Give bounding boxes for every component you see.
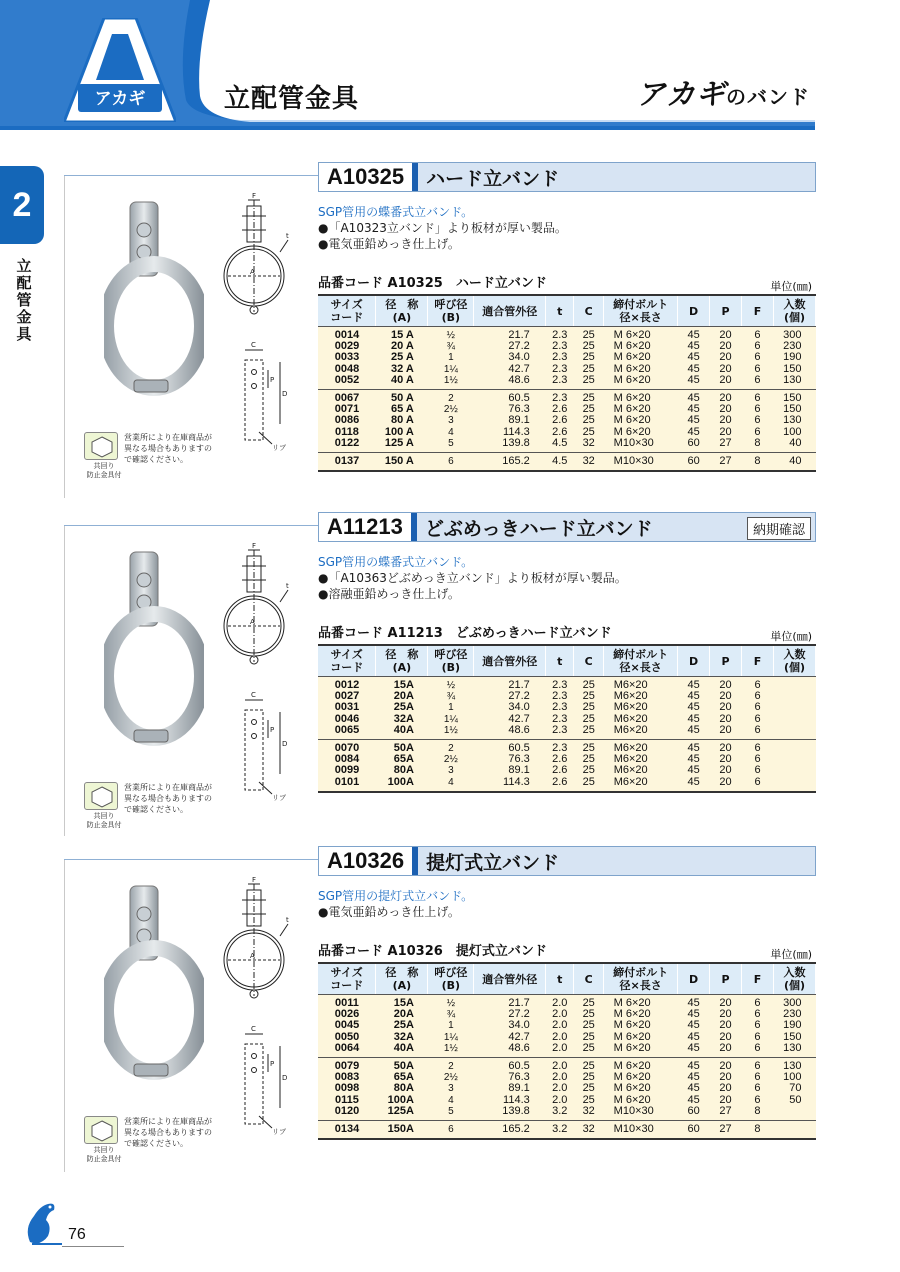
column-header: サイズ コード <box>318 295 376 327</box>
cell-p: 27 <box>710 453 742 472</box>
product-photo <box>104 880 204 1100</box>
column-header: 適合管外径 <box>474 963 546 995</box>
cell-qty <box>773 677 815 740</box>
cell-d: 45 45 45 45 <box>678 740 710 792</box>
cell-d: 45 45 45 45 60 <box>678 1058 710 1121</box>
cell-bolt: M 6×20 M 6×20 M 6×20 M 6×20 M10×30 <box>604 1058 678 1121</box>
svg-text:D: D <box>282 1074 288 1082</box>
column-header: F <box>742 963 774 995</box>
cell-qty: 300 230 190 150 130 <box>773 995 815 1058</box>
category-title: 立配管金具 <box>224 84 360 114</box>
svg-text:F: F <box>252 876 257 884</box>
column-header: サイズ コード <box>318 963 376 995</box>
svg-text:P: P <box>270 376 275 384</box>
product-code-label: 品番コード A10325 ハード立バンド <box>318 276 547 291</box>
svg-text:C: C <box>251 691 256 699</box>
cell-t: 2.3 2.3 2.3 2.3 2.3 <box>546 327 574 390</box>
cell-p: 20 20 20 20 20 <box>710 995 742 1058</box>
product-name: どぶめっきハード立バンド <box>424 517 653 540</box>
table-row-group <box>318 453 816 472</box>
svg-text:F: F <box>252 192 257 200</box>
stock-note-text: 営業所により在庫商品が 異なる場合もありますの で確認ください。 <box>124 433 212 464</box>
stock-note <box>84 782 224 832</box>
column-header: C <box>574 295 604 327</box>
column-header: C <box>574 963 604 995</box>
column-header: D <box>678 963 710 995</box>
cell-c: 25 25 25 25 <box>574 740 604 792</box>
svg-text:t: t <box>286 916 289 924</box>
product-code-label: 品番コード A10326 提灯式立バンド <box>318 944 547 959</box>
column-header: 径 称 (A) <box>376 295 428 327</box>
cell-bolt: M 6×20 M 6×20 M 6×20 M 6×20 M 6×20 <box>604 995 678 1058</box>
cell-size: 150A <box>376 1121 428 1140</box>
cell-c: 25 25 25 25 32 <box>574 390 604 453</box>
cell-code: 0067 0071 0086 0118 0122 <box>318 390 376 453</box>
cell-code: 0137 <box>318 453 376 472</box>
brand-name: アカギ <box>636 77 726 111</box>
cell-qty: 130 100 70 50 <box>773 1058 815 1121</box>
svg-text:リブ: リブ <box>272 444 286 452</box>
spec-table <box>318 644 816 793</box>
cell-c: 25 25 25 25 32 <box>574 1058 604 1121</box>
cell-c: 25 25 25 25 25 <box>574 677 604 740</box>
unit-label: 単位(㎜) <box>770 280 812 293</box>
cell-d: 60 <box>678 1121 710 1140</box>
footer-mascot <box>0 1196 130 1256</box>
cell-od: 165.2 <box>474 453 546 472</box>
cell-p: 20 20 20 20 20 <box>710 677 742 740</box>
title-rule <box>64 859 318 860</box>
stock-note-text: 営業所により在庫商品が 異なる場合もありますの で確認ください。 <box>124 1117 212 1148</box>
cell-qty <box>773 740 815 792</box>
cell-code: 0014 0029 0033 0048 0052 <box>318 327 376 390</box>
cell-nominal: 2 2½ 3 4 5 <box>428 1058 474 1121</box>
product-section <box>64 512 816 842</box>
cell-bolt: M6×20 M6×20 M6×20 M6×20 M6×20 <box>604 677 678 740</box>
column-header: 締付ボルト 径×長さ <box>604 295 678 327</box>
cell-c: 25 25 25 25 25 <box>574 327 604 390</box>
cell-qty <box>773 1121 815 1140</box>
icon-label: 共回り 防止金具付 <box>86 462 122 479</box>
product-title-bar <box>318 162 816 192</box>
cell-t: 4.5 <box>546 453 574 472</box>
cell-size: 15A 20A 25A 32A 40A <box>376 995 428 1058</box>
desc-line-1: SGP管用の蝶番式立バンド。 <box>318 555 474 569</box>
stock-note-text: 営業所により在庫商品が 異なる場合もありますの で確認ください。 <box>124 783 212 814</box>
cell-code: 0070 0084 0099 0101 <box>318 740 376 792</box>
cell-c: 25 25 25 25 25 <box>574 995 604 1058</box>
product-section <box>64 162 816 504</box>
column-header: D <box>678 645 710 677</box>
cell-bolt: M10×30 <box>604 1121 678 1140</box>
svg-text:F: F <box>252 542 257 550</box>
cell-d: 45 45 45 45 45 <box>678 327 710 390</box>
svg-text:リブ: リブ <box>272 794 286 802</box>
desc-line-2: ●「A10323立バンド」より板材が厚い製品。 <box>318 221 567 235</box>
cell-t: 2.0 2.0 2.0 2.0 2.0 <box>546 995 574 1058</box>
product-section <box>64 846 816 1178</box>
column-header: 入数 (個) <box>773 645 815 677</box>
dimension-drawing <box>214 876 294 1151</box>
product-code: A10325 <box>319 163 418 191</box>
cell-d: 45 45 45 45 45 <box>678 677 710 740</box>
dimension-drawing <box>214 542 294 817</box>
product-title-bar <box>318 512 816 542</box>
unit-label: 単位(㎜) <box>770 630 812 643</box>
cell-c: 32 <box>574 453 604 472</box>
column-header: 呼び径 (B) <box>428 645 474 677</box>
svg-text:A: A <box>250 268 255 276</box>
svg-text:D: D <box>282 390 288 398</box>
column-header: 適合管外径 <box>474 295 546 327</box>
cell-f: 8 <box>742 453 774 472</box>
anti-rotation-icon <box>84 432 118 460</box>
cell-qty: 300 230 190 150 130 <box>773 327 815 390</box>
cell-f: 6 6 6 6 8 <box>742 390 774 453</box>
product-name: 提灯式立バンド <box>426 851 560 874</box>
column-header: 径 称 (A) <box>376 645 428 677</box>
cell-od: 60.5 76.3 89.1 114.3 139.8 <box>474 390 546 453</box>
cell-size: 15 A 20 A 25 A 32 A 40 A <box>376 327 428 390</box>
column-header: P <box>710 963 742 995</box>
cell-od: 60.5 76.3 89.1 114.3 139.8 <box>474 1058 546 1121</box>
title-rule <box>64 525 318 526</box>
cell-nominal: ½ ¾ 1 1¼ 1½ <box>428 677 474 740</box>
product-code: A11213 <box>319 513 417 541</box>
svg-text:C: C <box>251 1025 256 1033</box>
desc-line-2: ●「A10363どぶめっき立バンド」より板材が厚い製品。 <box>318 571 627 585</box>
svg-text:t: t <box>286 232 289 240</box>
column-header: D <box>678 295 710 327</box>
cell-qty: 40 <box>773 453 815 472</box>
icon-label: 共回り 防止金具付 <box>86 812 122 829</box>
spec-table <box>318 962 816 1140</box>
column-header: 径 称 (A) <box>376 963 428 995</box>
product-description <box>318 888 473 920</box>
cell-p: 20 20 20 20 <box>710 740 742 792</box>
cell-qty: 150 150 130 100 40 <box>773 390 815 453</box>
logo-text: アカギ <box>94 89 146 109</box>
cell-bolt: M6×20 M6×20 M6×20 M6×20 <box>604 740 678 792</box>
cell-t: 2.0 2.0 2.0 2.0 3.2 <box>546 1058 574 1121</box>
cell-p: 27 <box>710 1121 742 1140</box>
cell-code: 0134 <box>318 1121 376 1140</box>
desc-line-3: ●溶融亜鉛めっき仕上げ。 <box>318 587 460 601</box>
page-number: 76 <box>68 1226 86 1243</box>
column-header: 入数 (個) <box>773 295 815 327</box>
svg-text:A: A <box>250 618 255 626</box>
footer-rule <box>62 1246 124 1247</box>
desc-line-2: ●電気亜鉛めっき仕上げ。 <box>318 905 460 919</box>
column-header: 締付ボルト 径×長さ <box>604 963 678 995</box>
cell-size: 50A 65A 80A 100A 125A <box>376 1058 428 1121</box>
stock-note <box>84 1116 224 1166</box>
cell-c: 32 <box>574 1121 604 1140</box>
cell-p: 20 20 20 20 27 <box>710 390 742 453</box>
column-header: 呼び径 (B) <box>428 963 474 995</box>
svg-text:リブ: リブ <box>272 1128 286 1136</box>
table-row-group <box>318 995 816 1058</box>
column-header: F <box>742 295 774 327</box>
stock-note <box>84 432 224 482</box>
svg-text:t: t <box>286 582 289 590</box>
chapter-label: 立配管金具 <box>16 257 32 343</box>
title-rule <box>64 175 318 176</box>
cell-size: 50A 65A 80A 100A <box>376 740 428 792</box>
cell-p: 20 20 20 20 20 <box>710 327 742 390</box>
chapter-tab[interactable]: 2 <box>0 166 44 244</box>
table-row-group <box>318 390 816 453</box>
product-photo <box>104 196 204 416</box>
cell-d: 60 <box>678 453 710 472</box>
cell-code: 0079 0083 0098 0115 0120 <box>318 1058 376 1121</box>
brand-title <box>636 72 810 113</box>
cell-code: 0011 0026 0045 0050 0064 <box>318 995 376 1058</box>
column-header: P <box>710 645 742 677</box>
frame-rule <box>64 860 65 1172</box>
svg-text:A: A <box>250 952 255 960</box>
column-header: t <box>546 295 574 327</box>
cell-size: 150 A <box>376 453 428 472</box>
table-row-group <box>318 740 816 792</box>
unit-label: 単位(㎜) <box>770 948 812 961</box>
cell-code: 0012 0027 0031 0046 0065 <box>318 677 376 740</box>
column-header: t <box>546 963 574 995</box>
cell-t: 3.2 <box>546 1121 574 1140</box>
cell-p: 20 20 20 20 27 <box>710 1058 742 1121</box>
cell-t: 2.3 2.6 2.6 2.6 <box>546 740 574 792</box>
product-description <box>318 554 627 602</box>
svg-text:D: D <box>282 740 288 748</box>
table-row-group <box>318 677 816 740</box>
column-header: P <box>710 295 742 327</box>
delivery-badge: 納期確認 <box>747 517 811 540</box>
spec-table <box>318 294 816 472</box>
cell-size: 15A 20A 25A 32A 40A <box>376 677 428 740</box>
svg-text:P: P <box>270 726 275 734</box>
desc-line-1: SGP管用の提灯式立バンド。 <box>318 889 474 903</box>
frame-rule <box>64 526 65 836</box>
cell-f: 8 <box>742 1121 774 1140</box>
cell-d: 45 45 45 45 60 <box>678 390 710 453</box>
page-header <box>0 0 900 130</box>
cell-bolt: M 6×20 M 6×20 M 6×20 M 6×20 M 6×20 <box>604 327 678 390</box>
cell-nominal: 6 <box>428 1121 474 1140</box>
cell-nominal: ½ ¾ 1 1¼ 1½ <box>428 327 474 390</box>
column-header: 締付ボルト 径×長さ <box>604 645 678 677</box>
column-header: 適合管外径 <box>474 645 546 677</box>
anti-rotation-icon <box>84 1116 118 1144</box>
cell-od: 21.7 27.2 34.0 42.7 48.6 <box>474 995 546 1058</box>
cell-nominal: 2 2½ 3 4 5 <box>428 390 474 453</box>
cell-od: 21.7 27.2 34.0 42.7 48.6 <box>474 327 546 390</box>
cell-t: 2.3 2.3 2.3 2.3 2.3 <box>546 677 574 740</box>
anti-rotation-icon <box>84 782 118 810</box>
product-code: A10326 <box>319 847 418 875</box>
table-row-group <box>318 1058 816 1121</box>
frame-rule <box>64 176 65 498</box>
product-photo <box>104 546 204 766</box>
brand-suffix: のバンド <box>726 85 810 109</box>
table-row-group <box>318 1121 816 1140</box>
table-row-group <box>318 327 816 390</box>
cell-f: 6 6 6 6 8 <box>742 1058 774 1121</box>
cell-d: 45 45 45 45 45 <box>678 995 710 1058</box>
cell-size: 50 A 65 A 80 A 100 A 125 A <box>376 390 428 453</box>
svg-text:P: P <box>270 1060 275 1068</box>
column-header: 呼び径 (B) <box>428 295 474 327</box>
cell-f: 6 6 6 6 6 <box>742 995 774 1058</box>
product-code-label: 品番コード A11213 どぶめっきハード立バンド <box>318 626 612 641</box>
cell-od: 165.2 <box>474 1121 546 1140</box>
icon-label: 共回り 防止金具付 <box>86 1146 122 1163</box>
column-header: 入数 (個) <box>773 963 815 995</box>
cell-od: 60.5 76.3 89.1 114.3 <box>474 740 546 792</box>
cell-t: 2.3 2.6 2.6 2.6 4.5 <box>546 390 574 453</box>
column-header: F <box>742 645 774 677</box>
column-header: t <box>546 645 574 677</box>
cell-nominal: 2 2½ 3 4 <box>428 740 474 792</box>
svg-text:C: C <box>251 341 256 349</box>
cell-f: 6 6 6 6 6 <box>742 327 774 390</box>
column-header: C <box>574 645 604 677</box>
cell-bolt: M 6×20 M 6×20 M 6×20 M 6×20 M10×30 <box>604 390 678 453</box>
product-title-bar <box>318 846 816 876</box>
cell-bolt: M10×30 <box>604 453 678 472</box>
product-description <box>318 204 567 252</box>
dimension-drawing <box>214 192 294 467</box>
cell-od: 21.7 27.2 34.0 42.7 48.6 <box>474 677 546 740</box>
column-header: サイズ コード <box>318 645 376 677</box>
cell-f: 6 6 6 6 <box>742 740 774 792</box>
cell-f: 6 6 6 6 6 <box>742 677 774 740</box>
desc-line-1: SGP管用の蝶番式立バンド。 <box>318 205 474 219</box>
cell-nominal: 6 <box>428 453 474 472</box>
cell-nominal: ½ ¾ 1 1¼ 1½ <box>428 995 474 1058</box>
product-name: ハード立バンド <box>426 167 560 190</box>
desc-line-3: ●電気亜鉛めっき仕上げ。 <box>318 237 460 251</box>
